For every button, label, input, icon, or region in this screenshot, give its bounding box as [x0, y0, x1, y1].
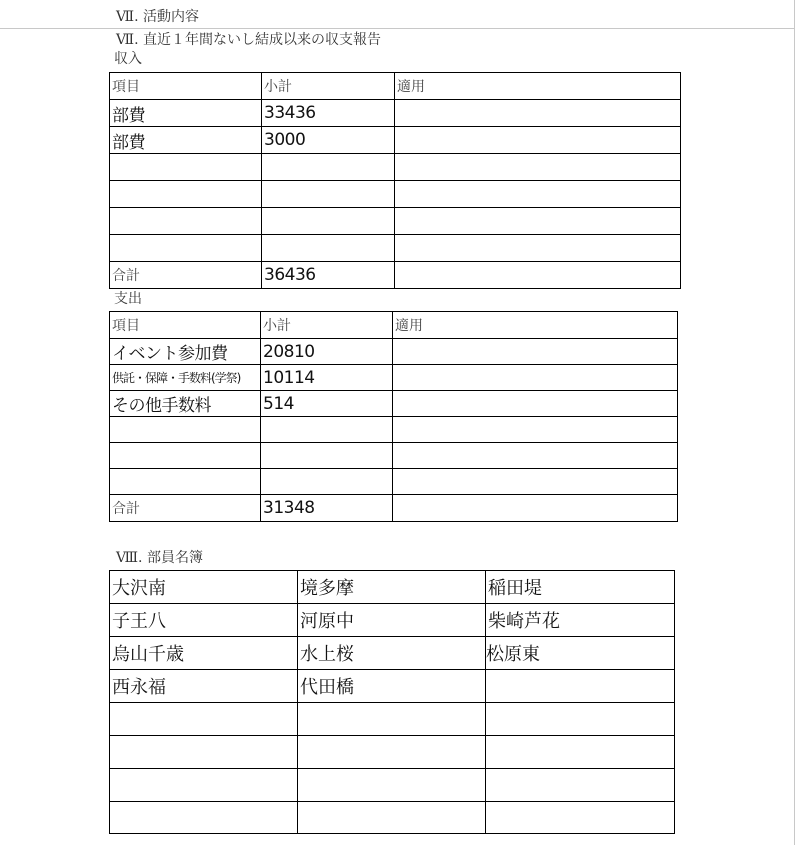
table-row	[110, 637, 675, 670]
expense-total-value: 31348	[261, 495, 393, 522]
member-name: 子王八	[110, 604, 298, 637]
member-name: 境多摩	[298, 571, 486, 604]
expense-subtotal	[261, 469, 393, 495]
expense-note	[393, 339, 678, 365]
income-item	[110, 154, 262, 181]
member-name: 烏山千歳	[110, 637, 298, 670]
table-row	[110, 391, 678, 417]
income-col-note: 適用	[395, 73, 681, 100]
member-name: 水上桜	[298, 637, 486, 670]
expense-item: その他手数料	[110, 391, 261, 417]
expense-col-item: 項目	[110, 312, 261, 339]
member-name: 柴崎芦花	[486, 604, 675, 637]
member-name: 大沢南	[110, 571, 298, 604]
income-col-subtotal: 小計	[262, 73, 395, 100]
income-header-row	[110, 73, 681, 100]
expense-note	[393, 469, 678, 495]
member-name: 代田橋	[298, 670, 486, 703]
table-row	[110, 571, 675, 604]
table-row	[110, 802, 675, 834]
section-heading-activities: Ⅶ. 活動内容	[116, 9, 199, 25]
income-note	[395, 208, 681, 235]
income-subtotal	[262, 154, 395, 181]
member-name	[486, 802, 675, 834]
member-name	[110, 703, 298, 736]
member-name	[298, 703, 486, 736]
expense-subtotal	[261, 417, 393, 443]
income-heading: 収入	[114, 51, 142, 67]
members-table	[109, 570, 675, 834]
income-subtotal	[262, 235, 395, 262]
table-row	[110, 769, 675, 802]
member-name	[298, 736, 486, 769]
expense-item	[110, 443, 261, 469]
income-total-row	[110, 262, 681, 289]
income-total-note	[395, 262, 681, 289]
member-name	[110, 802, 298, 834]
income-col-item: 項目	[110, 73, 262, 100]
expense-table	[109, 311, 678, 522]
table-row	[110, 100, 681, 127]
member-name: 松原東	[486, 637, 675, 670]
income-total-label: 合計	[110, 262, 262, 289]
income-item	[110, 181, 262, 208]
income-subtotal: 3000	[262, 127, 395, 154]
table-row	[110, 154, 681, 181]
member-name	[486, 703, 675, 736]
member-name: 稲田堤	[486, 571, 675, 604]
expense-note	[393, 443, 678, 469]
table-row	[110, 127, 681, 154]
table-row	[110, 365, 678, 391]
income-subtotal: 33436	[262, 100, 395, 127]
member-name	[298, 769, 486, 802]
table-row	[110, 235, 681, 262]
table-row	[110, 703, 675, 736]
table-row	[110, 339, 678, 365]
expense-subtotal: 10114	[261, 365, 393, 391]
member-name	[486, 670, 675, 703]
member-name: 河原中	[298, 604, 486, 637]
table-row	[110, 469, 678, 495]
expense-col-subtotal: 小計	[261, 312, 393, 339]
income-note	[395, 127, 681, 154]
income-note	[395, 100, 681, 127]
expense-note	[393, 365, 678, 391]
income-note	[395, 235, 681, 262]
expense-subtotal: 20810	[261, 339, 393, 365]
expense-note	[393, 417, 678, 443]
expense-col-note: 適用	[393, 312, 678, 339]
member-name	[110, 736, 298, 769]
table-row	[110, 443, 678, 469]
income-item	[110, 208, 262, 235]
income-note	[395, 154, 681, 181]
page-divider	[0, 28, 795, 29]
table-row	[110, 208, 681, 235]
income-total-value: 36436	[262, 262, 395, 289]
expense-item	[110, 469, 261, 495]
expense-header-row	[110, 312, 678, 339]
expense-note	[393, 391, 678, 417]
expense-total-note	[393, 495, 678, 522]
income-item: 部費	[110, 100, 262, 127]
income-table	[109, 72, 681, 289]
expense-item: 供託・保障・手数料(学祭)	[110, 365, 261, 391]
income-subtotal	[262, 181, 395, 208]
table-row	[110, 604, 675, 637]
section-heading-finance: Ⅶ. 直近１年間ないし結成以来の収支報告	[116, 32, 381, 48]
table-row	[110, 181, 681, 208]
income-subtotal	[262, 208, 395, 235]
table-row	[110, 736, 675, 769]
income-note	[395, 181, 681, 208]
income-item	[110, 235, 262, 262]
expense-subtotal: 514	[261, 391, 393, 417]
member-name	[110, 769, 298, 802]
member-name	[486, 769, 675, 802]
expense-heading: 支出	[114, 291, 142, 307]
income-item: 部費	[110, 127, 262, 154]
table-row	[110, 417, 678, 443]
expense-total-label: 合計	[110, 495, 261, 522]
table-row	[110, 670, 675, 703]
expense-subtotal	[261, 443, 393, 469]
member-name: 西永福	[110, 670, 298, 703]
expense-item: イベント参加費	[110, 339, 261, 365]
member-name	[486, 736, 675, 769]
expense-item	[110, 417, 261, 443]
section-heading-members: Ⅷ. 部員名簿	[116, 550, 203, 566]
expense-total-row	[110, 495, 678, 522]
member-name	[298, 802, 486, 834]
